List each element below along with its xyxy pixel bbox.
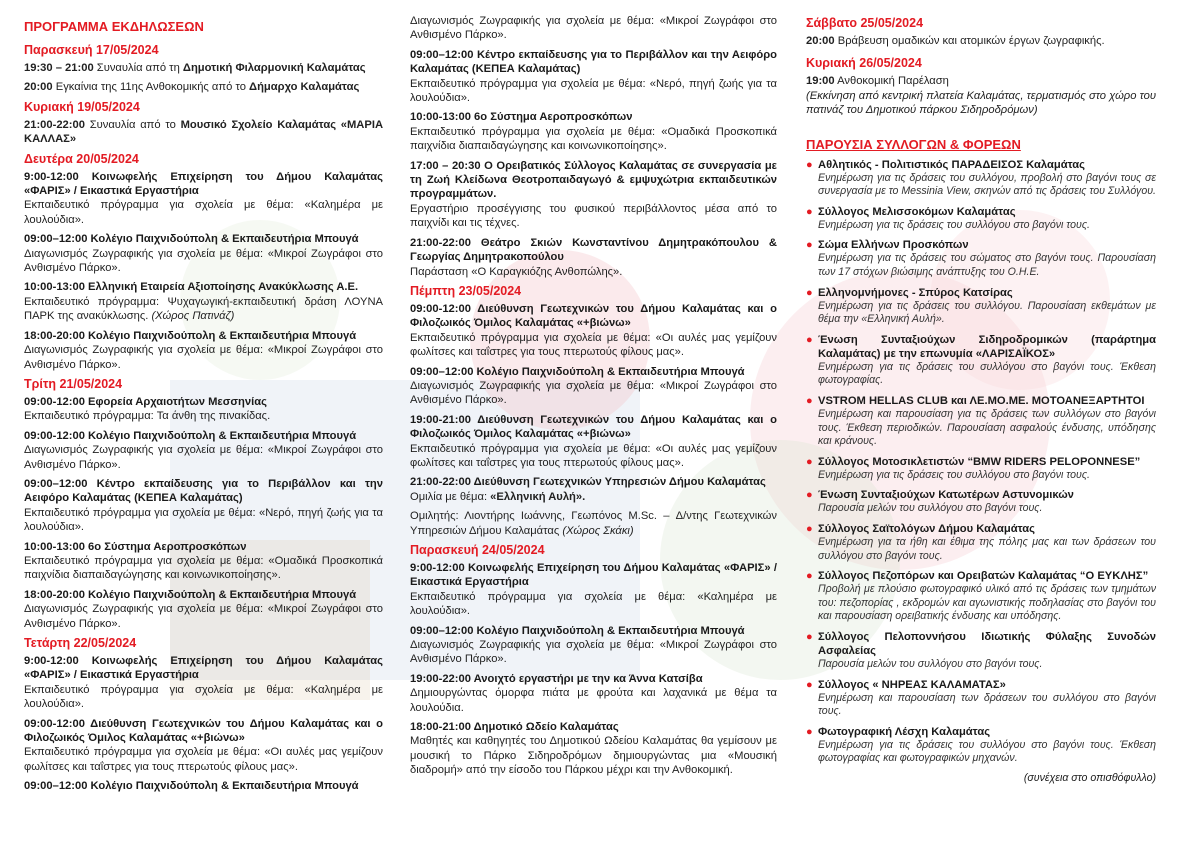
- schedule-line: [24, 61, 383, 75]
- organization-description: Ενημέρωση για τις δράσεις του σώματος στο βαγόνι τους. Παρουσίαση των 17 στόχων βιώσιμης ανάπτυξης του Ο.Η.Ε.: [818, 252, 1156, 278]
- event-entry: [410, 509, 777, 538]
- day-heading: Τρίτη 21/05/2024: [24, 376, 123, 391]
- event-entry: [410, 236, 777, 279]
- bullet-icon: ●: [806, 286, 813, 299]
- organizations-list: [806, 158, 1156, 766]
- event-description-text: Ομιλητής: Λιοντήρης Ιωάννης, Γεωπόνος M.Sc. – Δ/ντης Γεωτεχνικών Υπηρεσιών Δήμου Καλαμάτας: [410, 510, 777, 537]
- event-text: Συναυλία από τη: [96, 62, 180, 74]
- event-entry: [24, 717, 383, 775]
- event-description: [24, 443, 383, 472]
- column-3: [806, 14, 1156, 784]
- event-entry: [24, 395, 383, 424]
- event-title: 9:00-12:00 Κοινωφελής Επιχείρηση του Δήμου Καλαμάτας «ΦΑΡΙΣ» / Εικαστικά Εργαστήρια: [410, 562, 777, 589]
- event-title: 09:00–12:00 Κολέγιο Παιχνιδούπολη & Εκπαιδευτήρια Μπουγά: [24, 233, 359, 246]
- organization-item: [806, 522, 1156, 563]
- bullet-icon: ●: [806, 630, 813, 643]
- event-title: 10:00-13:00 6ο Σύστημα Αεροπροσκόπων: [410, 111, 633, 124]
- event-entry: [24, 540, 383, 583]
- event-description: [410, 379, 777, 408]
- organization-name: Σύλλογος Μελισσοκόμων Καλαμάτας: [818, 205, 1016, 218]
- day-heading: Δευτέρα 20/05/2024: [24, 151, 139, 166]
- event-description-text: Εκπαιδευτικό πρόγραμμα για σχολεία με θέμα: «Οι αυλές μας γεμίζουν φωλίτσες και ταΐστρες για τους πτερωτούς φίλους μας».: [410, 442, 777, 469]
- event-description-text: Διαγωνισμός Ζωγραφικής για σχολεία με θέμα: «Μικροί Ζωγράφοι στο Ανθισμένο Πάρκο».: [410, 639, 777, 666]
- event-description-text: Εκπαιδευτικό πρόγραμμα: Ψυχαγωγική-εκπαιδευτική δράση ΛΟΥΝΑ ΠΑΡΚ της ανακύκλωσης.: [24, 295, 383, 323]
- event-entry: [24, 232, 383, 275]
- organization-name: Φωτογραφική Λέσχη Καλαμάτας: [818, 725, 991, 738]
- organization-name: Ένωση Συνταξιούχων Σιδηροδρομικών (παράρτημα Καλαμάτας) με την επωνυμία «ΛΑΡΙΣΑΪΚΟΣ»: [818, 333, 1156, 360]
- event-description: [410, 490, 777, 504]
- event-title: 9:00-12:00 Κοινωφελής Επιχείρηση του Δήμου Καλαμάτας «ΦΑΡΙΣ» / Εικαστικά Εργαστήρια: [24, 655, 383, 682]
- event-description-text: Εκπαιδευτικό πρόγραμμα για σχολεία με θέμα: «Καλημέρα με λουλούδια».: [24, 683, 383, 711]
- organization-name: Αθλητικός - Πολιτιστικός ΠΑΡΑΔΕΙΣΟΣ Καλαμάτας: [818, 158, 1085, 171]
- event-description: [410, 265, 777, 279]
- event-description-text: Εκπαιδευτικό πρόγραμμα για σχολεία με θέμα: «Καλημέρα με λουλούδια».: [24, 199, 383, 226]
- event-entry: [24, 329, 383, 372]
- organization-description: Ενημέρωση και παρουσίαση των δράσεων του συλλόγου στο βαγόνι τους.: [818, 691, 1156, 718]
- bullet-icon: ●: [806, 394, 813, 407]
- organization-description: Ενημέρωση και παρουσίαση για τις δράσεις των συλλόγων στο βαγόνι τους. Έκθεση περιοδικών. Παρουσίαση ασφαλούς ένδυσης, υπόδησης και κράνους.: [818, 407, 1156, 448]
- event-time: 21:00-22:00: [24, 118, 85, 131]
- event-note: (Εκκίνηση από κεντρική πλατεία Καλαμάτας, τερματισμός στο χώρο του πατινάζ του Δημοτικού πάρκου Σιδηροδρόμων): [806, 89, 1156, 117]
- event-title: 18:00-21:00 Δημοτικό Ωδείο Καλαμάτας: [410, 721, 619, 734]
- event-location: (Χώρος Σκάκι): [562, 524, 634, 537]
- bullet-icon: ●: [806, 489, 813, 502]
- event-title: 10:00-13:00 Ελληνική Εταιρεία Αξιοποίησης Ανακύκλωσης Α.Ε.: [24, 281, 359, 294]
- event-entry: [410, 720, 777, 778]
- day-heading: Πέμπτη 23/05/2024: [410, 283, 522, 298]
- organization-item: [806, 630, 1156, 672]
- event-title: 09:00-12:00 Κολέγιο Παιχνιδούπολη & Εκπαιδευτήρια Μπουγά: [24, 429, 357, 442]
- continuation-note: (συνέχεια στο οπισθόφυλλο): [1023, 771, 1156, 784]
- event-entry: [410, 159, 777, 231]
- event-description: [410, 638, 777, 667]
- event-title: 19:00-21:00 Διεύθυνση Γεωτεχνικών του Δήμου Καλαμάτας και ο Φιλοζωικός Όμιλος Καλαμάτας «+βιώνω»: [410, 413, 777, 441]
- event-entry: [24, 280, 383, 323]
- event-title: 09:00–12:00 Κολέγιο Παιχνιδούπολη & Εκπαιδευτήρια Μπουγά: [24, 780, 359, 793]
- organization-item: [806, 238, 1156, 279]
- event-title: 18:00-20:00 Κολέγιο Παιχνιδούπολη & Εκπαιδευτήρια Μπουγά: [24, 588, 357, 601]
- organization-name: Σύλλογος Σαϊτολόγων Δήμου Καλαμάτας: [818, 522, 1036, 535]
- event-text: Συναυλία από το: [89, 118, 176, 131]
- event-description: [410, 686, 777, 715]
- organizations-heading: ΠΑΡΟΥΣΙΑ ΣΥΛΛΟΓΩΝ & ΦΟΡΕΩΝ: [806, 136, 1021, 152]
- event-entry: [410, 413, 777, 471]
- event-description-text: Δημιουργώντας όμορφα πιάτα με φρούτα και λαχανικά με θέμα τα λουλούδια.: [410, 687, 777, 714]
- organization-item: [806, 158, 1156, 199]
- event-description-text: Εκπαιδευτικό πρόγραμμα για σχολεία με θέμα: «Νερό, πηγή ζωής για τα λουλούδια».: [410, 77, 777, 105]
- event-entry: [410, 475, 777, 504]
- event-title: 21:00-22:00 Θεάτρο Σκιών Κωνσταντίνου Δημητρακόπουλου & Γεωργίας Δημητρακοπούλου: [410, 236, 777, 264]
- event-title: 09:00-12:00 Διεύθυνση Γεωτεχνικών του Δήμου Καλαμάτας και ο Φιλοζωικός Όμιλος Καλαμάτας «+βιώνω»: [24, 717, 383, 745]
- event-description-text: Εκπαιδευτικό πρόγραμμα για σχολεία με θέμα: «Οι αυλές μας γεμίζουν φωλίτσες και ταΐστρες για τους πτερωτούς φίλους μας».: [24, 746, 383, 773]
- event-description: [410, 734, 777, 777]
- event-title: 09:00–12:00 Κολέγιο Παιχνιδούπολη & Εκπαιδευτήρια Μπουγά: [410, 624, 745, 637]
- organization-item: [806, 333, 1156, 388]
- event-description-text: Διαγωνισμός Ζωγραφικής για σχολεία με θέμα: «Μικροί Ζωγράφοι στο Ανθισμένο Πάρκο».: [410, 15, 777, 42]
- event-description: [24, 409, 383, 423]
- bullet-icon: ●: [806, 725, 813, 738]
- event-time: 19:00: [806, 75, 835, 88]
- event-entry: [410, 672, 777, 715]
- day-heading: Κυριακή 19/05/2024: [24, 99, 140, 114]
- organization-item: [806, 725, 1156, 766]
- organization-item: [806, 394, 1156, 449]
- bullet-icon: ●: [806, 239, 813, 252]
- event-description: [24, 198, 383, 227]
- event-location: (Χώρος Πατινάζ): [151, 310, 235, 323]
- event-description: [410, 509, 777, 538]
- event-description: [24, 745, 383, 774]
- event-title: 09:00–12:00 Κέντρο εκπαίδευσης για το Περιβάλλον και την Αειφόρο Καλαμάτας (ΚΕΠΕΑ Καλαμάτας): [410, 48, 777, 76]
- event-description-text: Διαγωνισμός Ζωγραφικής για σχολεία με θέμα: «Μικροί Ζωγράφοι στο Ανθισμένο Πάρκο».: [24, 603, 383, 630]
- organization-item: [806, 455, 1156, 483]
- schedule-line: [24, 80, 383, 94]
- event-description-text: Διαγωνισμός Ζωγραφικής για σχολεία με θέμα: «Μικροί Ζωγράφοι στο Ανθισμένο Πάρκο».: [24, 444, 383, 471]
- event-title: 09:00-12:00 Διεύθυνση Γεωτεχνικών του Δήμου Καλαμάτας και ο Φιλοζωικός Όμιλος Καλαμάτας «+βιώνω»: [410, 302, 777, 330]
- bullet-icon: ●: [806, 570, 813, 583]
- event-description: [410, 14, 777, 43]
- event-entry: [24, 477, 383, 535]
- event-text: Εγκαίνια της 11ης Ανθοκομικής από το: [55, 81, 246, 94]
- column-2: [410, 14, 777, 783]
- event-description-text: Εκπαιδευτικό πρόγραμμα για σχολεία με θέμα: «Ομαδικά Προσκοπικά παιχνίδια διαπαιδαγώγησης και κοινωνικοποίησης».: [24, 554, 383, 582]
- organization-name: Σύλλογος Μοτοσικλετιστών “BMW RIDERS PELOPONNESE”: [818, 455, 1141, 468]
- bullet-icon: ●: [806, 333, 813, 346]
- bullet-icon: ●: [806, 678, 813, 691]
- organization-name: Σύλλογος « ΝΗΡΕΑΣ ΚΑΛΑΜΑΤΑΣ»: [818, 678, 1006, 691]
- organization-name: Σύλλογος Πεζοπόρων και Ορειβατών Καλαμάτας “Ο ΕΥΚΛΗΣ”: [818, 570, 1149, 583]
- organization-name: VSTROM HELLAS CLUB και ΛΕ.ΜΟ.ΜΕ. ΜΟΤΟΑΝΕΞΑΡΤΗΤΟΙ: [818, 394, 1145, 407]
- day-heading: Κυριακή 26/05/2024: [806, 56, 922, 71]
- event-organizer: Δημοτική Φιλαρμονική Καλαμάτας: [182, 62, 366, 74]
- organization-item: [806, 569, 1156, 624]
- day-heading: Σάββατο 25/05/2024: [806, 16, 924, 30]
- event-description: [410, 590, 777, 619]
- program-heading: ΠΡΟΓΡΑΜΜΑ ΕΚΔΗΛΩΣΕΩΝ: [24, 19, 204, 34]
- schedule-line: [24, 118, 383, 147]
- event-title: 9:00-12:00 Κοινωφελής Επιχείρηση του Δήμου Καλαμάτας «ΦΑΡΙΣ» / Εικαστικά Εργαστήρια: [24, 170, 383, 198]
- event-entry: [410, 14, 777, 43]
- organization-description: Προβολή με πλούσιο φωτογραφικό υλικό από τις δράσεις των τμημάτων του: πεζοπορίας , εκδρομών και αγωνιστικής ποδηλασίας στο βαγόνι του και παρουσίαση ορειβατικής ένδυσης και υπόδησης.: [818, 583, 1156, 623]
- event-description-text: Διαγωνισμός Ζωγραφικής για σχολεία με θέμα: «Μικροί Ζωγράφοι στο Ανθισμένο Πάρκο».: [24, 344, 383, 371]
- event-description: [410, 125, 777, 154]
- organization-description: Ενημέρωση για τις δράσεις του συλλόγου στο βαγόνι τους. Έκθεση φωτογραφίας.: [818, 360, 1156, 387]
- event-time: 20:00: [24, 81, 53, 94]
- event-description: [24, 295, 383, 324]
- event-text: Ανθοκομική Παρέλαση: [837, 75, 949, 88]
- organization-name: Ελληνομνήμονες - Σπύρος Κατσίρας: [818, 286, 1013, 299]
- event-topic: «Ελληνική Αυλή».: [490, 490, 586, 503]
- event-entry: [24, 779, 383, 793]
- event-description-text: Εκπαιδευτικό πρόγραμμα για σχολεία με θέμα: «Ομαδικά Προσκοπικά παιχνίδια διαπαιδαγώγησης και κοινωνικοποίησης».: [410, 125, 777, 153]
- column-1: [24, 14, 383, 799]
- organization-description: Ενημέρωση για τις δράσεις του συλλόγου στο βαγόνι τους.: [818, 218, 1090, 231]
- schedule-line: [806, 74, 1156, 88]
- event-description-text: Μαθητές και καθηγητές του Δημοτικού Ωδείου Καλαμάτας θα γεμίσουν με μουσική το Πάρκο Σιδηροδρόμων δημιουργώντας μια «Μουσική διαδρομή» από την είσοδο του Πάρκου μέχρι και την Ανθοκομική.: [410, 735, 777, 777]
- organization-item: [806, 678, 1156, 719]
- event-description: [410, 442, 777, 471]
- event-organizer: Μουσικό Σχολείο Καλαμάτας «ΜΑΡΙΑ ΚΑΛΛΑΣ»: [24, 118, 384, 146]
- day-heading: Παρασκευή 24/05/2024: [410, 543, 545, 557]
- event-organizer: Δήμαρχο Καλαμάτας: [249, 81, 360, 94]
- event-entry: [410, 48, 777, 106]
- bullet-icon: ●: [806, 205, 813, 218]
- event-title: 09:00–12:00 Κολέγιο Παιχνιδούπολη & Εκπαιδευτήρια Μπουγά: [410, 365, 745, 378]
- event-description: [24, 247, 383, 276]
- event-description: [24, 683, 383, 712]
- organization-description: Ενημέρωση για τις δράσεις του συλλόγου στο βαγόνι τους. Έκθεση φωτογραφίας και φωτογραφικών μηχανών.: [818, 738, 1156, 765]
- event-description-text: Εκπαιδευτικό πρόγραμμα για σχολεία με θέμα: «Οι αυλές μας γεμίζουν φωλίτσες και ταΐστρες για τους πτερωτούς φίλους μας».: [410, 331, 777, 359]
- bullet-icon: ●: [806, 522, 813, 535]
- organization-description: Ενημέρωση για τις δράσεις του συλλόγου. Παρουσίαση εκθεμάτων με θέμα την «Ελληνική Αυλή».: [818, 299, 1156, 326]
- event-title: 21:00-22:00 Διεύθυνση Γεωτεχνικών Υπηρεσιών Δήμου Καλαμάτας: [410, 476, 766, 489]
- event-description-text: Εκπαιδευτικό πρόγραμμα: Τα άνθη της πινακίδας.: [24, 410, 271, 423]
- bullet-icon: ●: [806, 455, 813, 468]
- event-entry: [24, 429, 383, 472]
- event-description: [410, 202, 777, 231]
- event-time: 20:00: [806, 35, 835, 47]
- event-description-text: Διαγωνισμός Ζωγραφικής για σχολεία με θέμα: «Μικροί Ζωγράφοι στο Ανθισμένο Πάρκο».: [410, 379, 777, 407]
- day-heading: Τετάρτη 22/05/2024: [24, 636, 137, 650]
- organization-name: Ένωση Συνταξιούχων Κατωτέρων Αστυνομικών: [818, 489, 1074, 502]
- event-description-text: Διαγωνισμός Ζωγραφικής για σχολεία με θέμα: «Μικροί Ζωγράφοι στο Ανθισμένο Πάρκο».: [24, 247, 383, 275]
- event-time: 19:30 – 21:00: [24, 62, 94, 74]
- organization-description: Παρουσία μελών του συλλόγου στο βαγόνι τους.: [818, 502, 1043, 515]
- event-description-text: Παράσταση «Ο Καραγκιόζης Ανθοπώλης».: [410, 265, 623, 278]
- event-description: [410, 77, 777, 106]
- event-entry: [24, 654, 383, 712]
- event-description: [24, 554, 383, 583]
- event-title: 19:00-22:00 Ανοιχτό εργαστήρι με την κα Άννα Κατσίβα: [410, 672, 703, 685]
- organization-description: Παρουσία μελών του συλλόγου στο βαγόνι τους.: [818, 657, 1043, 670]
- event-title: 18:00-20:00 Κολέγιο Παιχνιδούπολη & Εκπαιδευτήρια Μπουγά: [24, 329, 357, 342]
- event-entry: [410, 110, 777, 153]
- event-text: Βράβευση ομαδικών και ατομικών έργων ζωγραφικής.: [837, 35, 1105, 47]
- event-title: 10:00-13:00 6ο Σύστημα Αεροπροσκόπων: [24, 540, 247, 553]
- event-description: [24, 506, 383, 535]
- schedule-line: [806, 34, 1156, 48]
- organization-name: Σώμα Ελλήνων Προσκόπων: [818, 239, 969, 252]
- organization-name: Σύλλογος Πελοποννήσου Ιδιωτικής Φύλαξης Συνοδών Ασφαλείας: [818, 630, 1156, 657]
- event-title: 09:00-12:00 Εφορεία Αρχαιοτήτων Μεσσηνίας: [24, 395, 267, 408]
- event-description-text: Εκπαιδευτικό πρόγραμμα για σχολεία με θέμα: «Καλημέρα με λουλούδια».: [410, 590, 777, 618]
- event-entry: [410, 365, 777, 408]
- event-title: 17:00 – 20:30 Ο Ορειβατικός Σύλλογος Καλαμάτας σε συνεργασία με τη Ζωή Κλείδωνα Θεοτροπαιδαγωγό & εμψυχώτρια εκπαιδευτικών προγραμμάτων.: [410, 159, 777, 201]
- event-entry: [410, 561, 777, 619]
- event-entry: [24, 588, 383, 631]
- event-title: 09:00–12:00 Κέντρο εκπαίδευσης για το Περιβάλλον και την Αειφόρο Καλαμάτας (ΚΕΠΕΑ Καλαμάτας): [24, 477, 383, 505]
- event-description: [24, 343, 383, 372]
- event-description-text: Ομιλία με θέμα:: [410, 490, 488, 503]
- organization-description: Ενημέρωση για τα ήθη και έθιμα της πόλης μας και των δράσεων του συλλόγου στο βαγόνι τους.: [818, 535, 1156, 562]
- event-entry: [410, 302, 777, 360]
- day-heading: Παρασκευή 17/05/2024: [24, 43, 159, 57]
- event-description-text: Εργαστήριο προσέγγισης του φυσικού περιβάλλοντος μέσα από το παιχνίδι και τις τέχνες.: [410, 202, 777, 230]
- bullet-icon: ●: [806, 158, 813, 171]
- organization-description: Ενημέρωση για τις δράσεις του συλλόγου, προβολή στο βαγόνι τους σε συνεργασία με το Messinia View, σκηνών από τις δράσεις του Συλλόγου.: [818, 171, 1156, 198]
- organization-item: [806, 205, 1156, 233]
- event-description: [410, 331, 777, 360]
- organization-item: [806, 488, 1156, 516]
- event-description-text: Εκπαιδευτικό πρόγραμμα για σχολεία με θέμα: «Νερό, πηγή ζωής για τα λουλούδια».: [24, 506, 383, 534]
- organization-description: Ενημέρωση για τις δράσεις του συλλόγου στο βαγόνι τους.: [818, 468, 1090, 481]
- organization-item: [806, 286, 1156, 327]
- event-entry: [24, 170, 383, 228]
- event-entry: [410, 624, 777, 667]
- event-description: [24, 602, 383, 631]
